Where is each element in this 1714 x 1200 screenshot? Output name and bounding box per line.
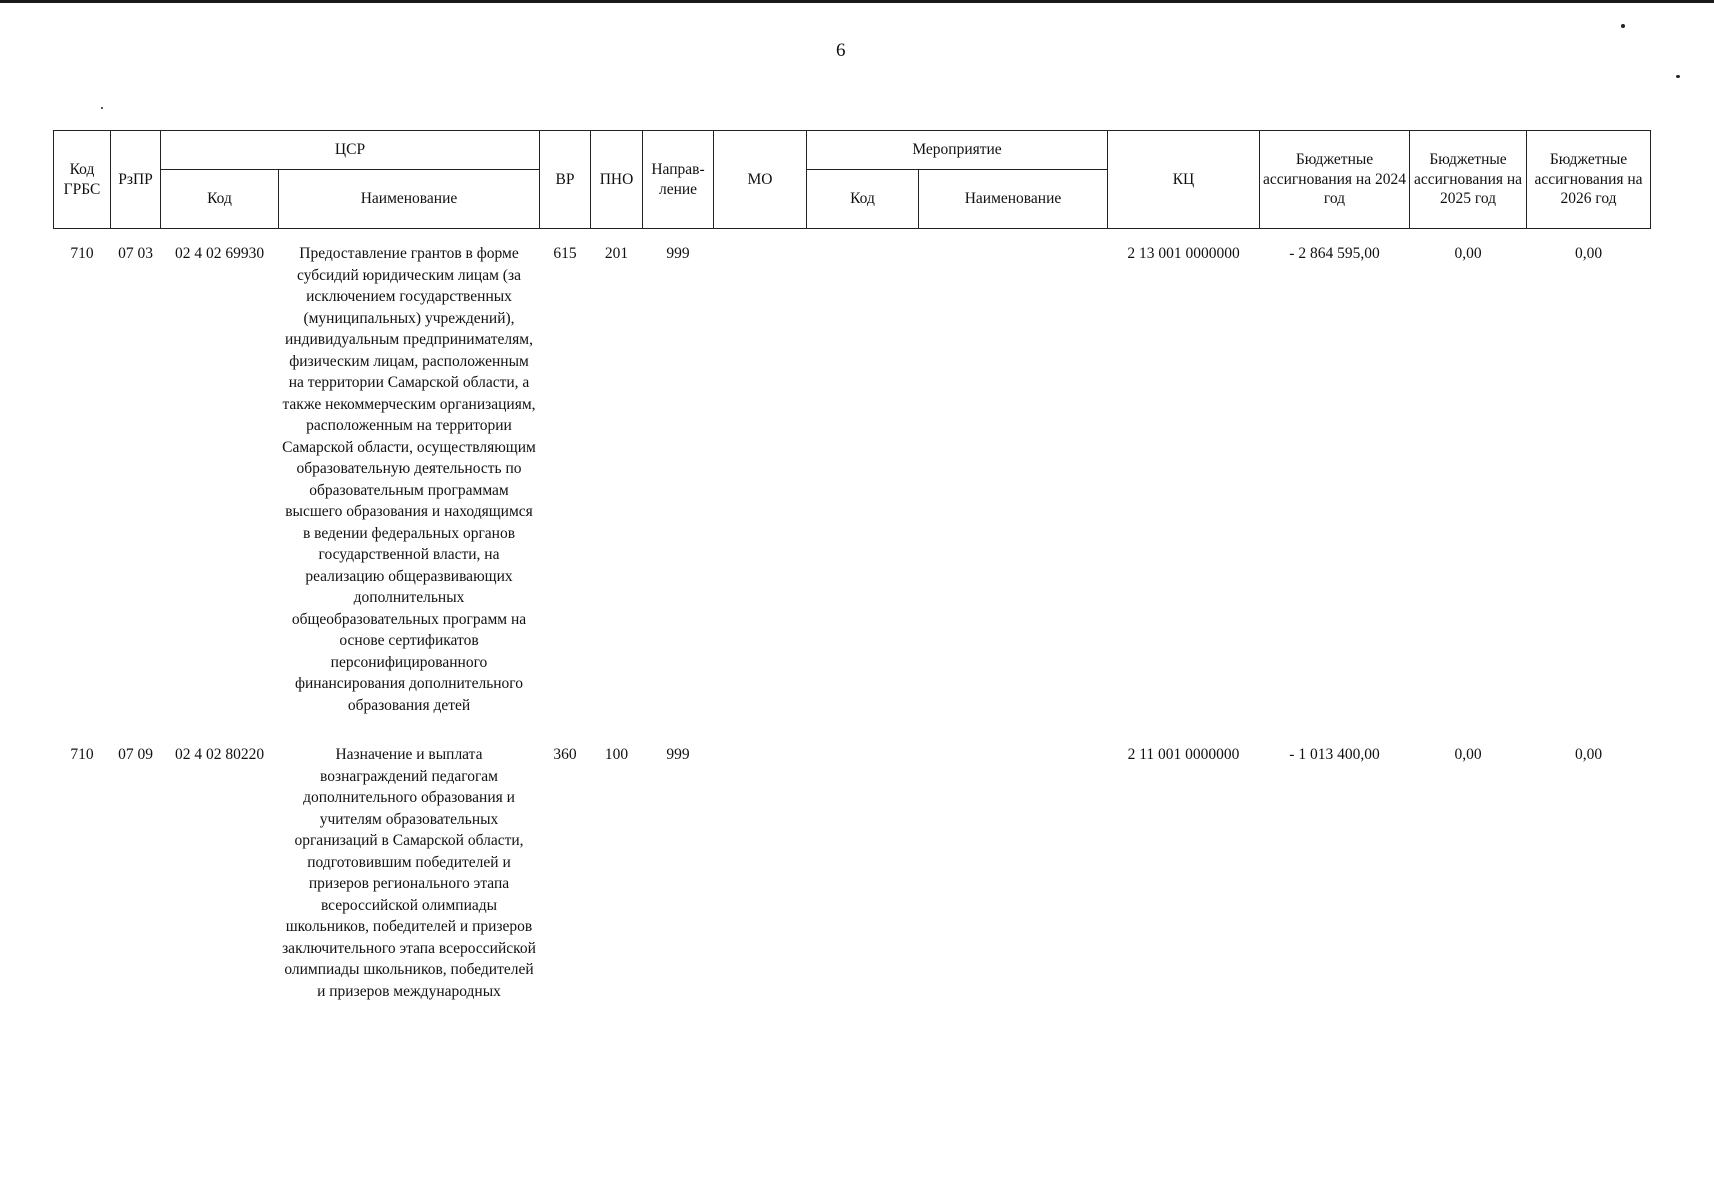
cell-budget-2024: - 2 864 595,00 bbox=[1289, 245, 1380, 262]
header-csr: ЦСР bbox=[161, 131, 540, 170]
cell-mo bbox=[714, 229, 807, 717]
cell-kc: 2 11 001 0000000 bbox=[1127, 746, 1240, 763]
cell-budget-2026: 0,00 bbox=[1574, 245, 1603, 262]
scan-speck bbox=[1621, 24, 1625, 28]
scan-speck bbox=[101, 107, 103, 109]
cell-budget-2025: 0,00 bbox=[1454, 245, 1482, 262]
table-row bbox=[54, 229, 1651, 717]
cell-budget-2026: 0,00 bbox=[1574, 746, 1603, 763]
cell-csr-kod: 02 4 02 69930 bbox=[174, 245, 265, 262]
cell-grbs: 710 bbox=[70, 245, 94, 262]
header-meropriyatie: Мероприятие bbox=[807, 131, 1108, 170]
cell-napravlenie: 999 bbox=[666, 245, 690, 262]
header-meropriyatie-kod: Код bbox=[807, 170, 919, 229]
header-vr: ВР bbox=[540, 131, 591, 229]
header-budget-2026: Бюджетные ассигнования на 2026 год bbox=[1527, 131, 1651, 229]
cell-meropriyatie-kod bbox=[807, 716, 919, 1002]
cell-vr: 615 bbox=[553, 245, 577, 262]
cell-naimenovanie: Назначение и выплата вознаграждений педагогам дополнительного образования и учителям образовательных организаций в Самарской области, подготовившим победителей и призеров регионального этапа всероссийской олимпиады школьников, победителей и призеров заключительного этапа всероссийской олимпиады школьников, победителей и призеров международных bbox=[282, 746, 536, 1000]
budget-table bbox=[53, 130, 1651, 1002]
header-pno: ПНО bbox=[591, 131, 643, 229]
cell-rzpr: 07 03 bbox=[118, 245, 153, 262]
header-mo: МО bbox=[714, 131, 807, 229]
table-row bbox=[54, 716, 1651, 1002]
cell-pno: 100 bbox=[604, 746, 629, 763]
scan-speck bbox=[1676, 75, 1680, 78]
cell-meropriyatie-naimenovanie bbox=[919, 716, 1108, 1002]
page-number: 6 bbox=[836, 40, 846, 61]
header-kc: КЦ bbox=[1108, 131, 1260, 229]
cell-csr-kod: 02 4 02 80220 bbox=[174, 746, 265, 763]
cell-mo bbox=[714, 716, 807, 1002]
table-header bbox=[54, 131, 1651, 229]
cell-budget-2024: - 1 013 400,00 bbox=[1289, 746, 1380, 763]
cell-napravlenie: 999 bbox=[666, 746, 690, 763]
header-meropriyatie-naimenovanie: Наименование bbox=[919, 170, 1108, 229]
cell-pno: 201 bbox=[604, 245, 629, 262]
scan-top-edge bbox=[0, 0, 1714, 3]
header-budget-2024: Бюджетные ассигнования на 2024 год bbox=[1260, 131, 1410, 229]
cell-meropriyatie-naimenovanie bbox=[919, 229, 1108, 717]
cell-budget-2025: 0,00 bbox=[1454, 746, 1482, 763]
header-csr-kod: Код bbox=[161, 170, 279, 229]
cell-kc: 2 13 001 0000000 bbox=[1127, 245, 1240, 262]
cell-rzpr: 07 09 bbox=[118, 746, 153, 763]
cell-grbs: 710 bbox=[70, 746, 94, 763]
cell-naimenovanie: Предоставление грантов в форме субсидий юридическим лицам (за исключением государственных (муниципальных) учреждений), индивидуальным предпринимателям, физическим лицам, расположенным на территории Самарской области, а также некоммерческим организациям, расположенным на территории Самарской области, осуществляющим образовательную деятельность по образовательным программам высшего образования и находящимся в ведении федеральных органов государственной власти, на реализацию общеразвивающих дополнительных общеобразовательных программ на основе сертификатов персонифицированного финансирования дополнительного образования детей bbox=[282, 245, 536, 714]
header-csr-naimenovanie: Наименование bbox=[279, 170, 540, 229]
header-rzpr: РзПР bbox=[111, 131, 161, 229]
cell-meropriyatie-kod bbox=[807, 229, 919, 717]
cell-vr: 360 bbox=[553, 746, 577, 763]
header-napravlenie: Направ-ление bbox=[643, 131, 714, 229]
header-budget-2025: Бюджетные ассигнования на 2025 год bbox=[1410, 131, 1527, 229]
header-kod-grbs: Код ГРБС bbox=[54, 131, 111, 229]
